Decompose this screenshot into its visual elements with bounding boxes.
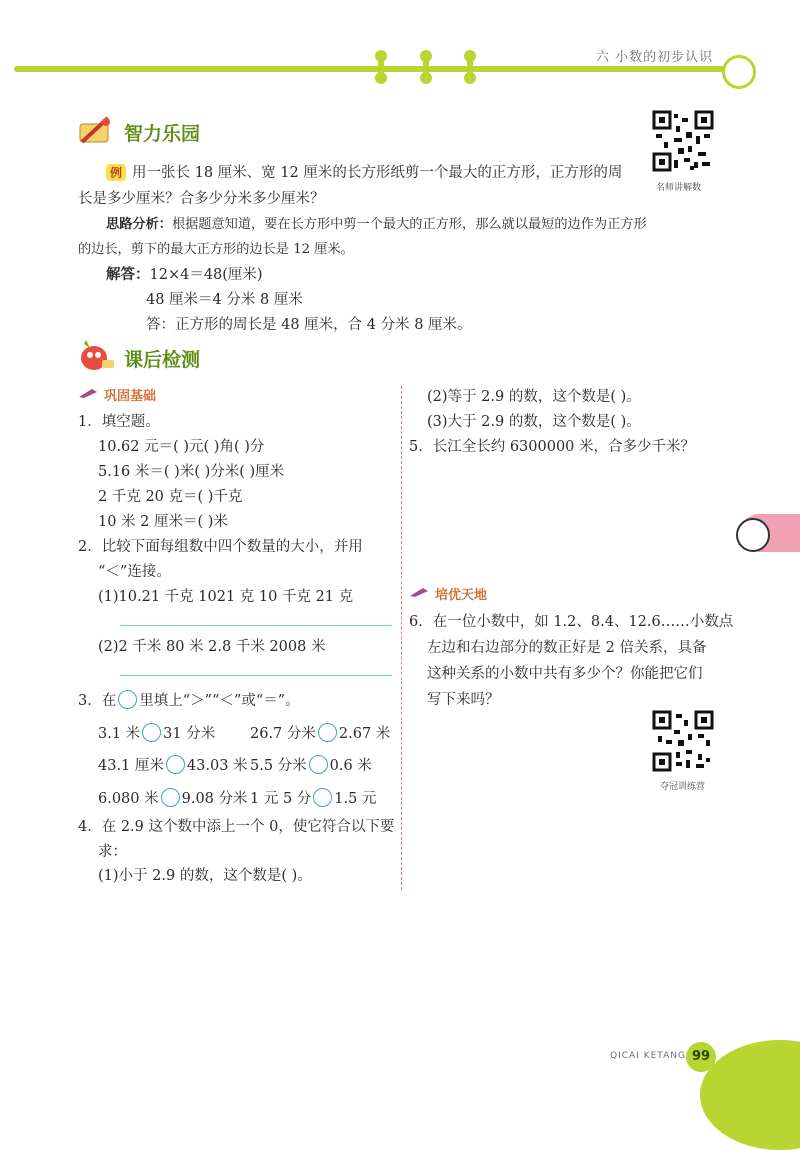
question-3-title: 3．在 里填上“＞”“＜”或“＝”。 xyxy=(78,689,300,710)
section-title-zhili: 智力乐园 xyxy=(124,123,201,145)
binder-pin xyxy=(423,50,429,84)
qr-caption: 夺冠训练营 xyxy=(660,782,706,792)
example-line: 例 用一张长 18 厘米、宽 12 厘米的长方形纸剪一个最大的正方形，正方形的周 xyxy=(106,161,622,182)
question-4-item: (1)小于 2.9 的数，这个数是( )。 xyxy=(98,868,312,884)
question-4-line: 4．在 2.9 这个数中添上一个 0，使它符合以下要 xyxy=(78,819,395,835)
example-line: 长是多少厘米？合多少分米多少厘米？ xyxy=(78,191,325,207)
pencil-book-icon xyxy=(76,114,114,146)
mascot-icon xyxy=(722,55,756,89)
question-5: 5．长江全长约 6300000 米，合多少千米？ xyxy=(409,439,696,455)
mascot-icon xyxy=(76,338,116,372)
question-6-line: 写下来吗？ xyxy=(427,692,500,708)
question-1-item: 10.62 元＝( )元( )角( )分 xyxy=(98,439,265,455)
question-1-title: 1．填空题。 xyxy=(78,414,160,430)
compare-circle[interactable] xyxy=(318,723,337,742)
question-3-row: 26.7 分米 2.67 米 xyxy=(250,722,390,743)
qr-code-icon[interactable] xyxy=(652,710,714,772)
question-1-item: 5.16 米＝( )米( )分米( )厘米 xyxy=(98,464,285,480)
question-2-line: 2．比较下面每组数中四个数量的大小，并用 xyxy=(78,539,363,555)
question-1-item: 10 米 2 厘米＝( )米 xyxy=(98,514,228,530)
compare-circle[interactable] xyxy=(309,755,328,774)
binder-pin xyxy=(467,50,473,84)
subsection-title-basic: 巩固基础 xyxy=(104,389,157,404)
column-divider xyxy=(401,386,402,890)
question-3-row: 1 元 5 分 1.5 元 xyxy=(250,787,376,808)
page-number: 99 xyxy=(686,1042,716,1072)
answer-line-blank[interactable] xyxy=(120,675,392,676)
question-2-item: (2)2 千米 80 米 2.8 千米 2008 米 xyxy=(98,639,326,655)
section-title-kehou: 课后检测 xyxy=(124,349,201,371)
analysis-line: 思路分析：根据题意知道，要在长方形中剪一个最大的正方形，那么就以最短的边作为正方形 xyxy=(106,217,647,232)
question-1-item: 2 千克 20 克＝( )千克 xyxy=(98,489,243,505)
footer-brand: QICAI KETANG xyxy=(610,1051,686,1061)
answer-line: 解答：12×4＝48(厘米) xyxy=(106,267,263,283)
answer-line: 48 厘米＝4 分米 8 厘米 xyxy=(146,292,303,308)
question-4-item: (3)大于 2.9 的数，这个数是( )。 xyxy=(427,414,641,430)
compare-circle[interactable] xyxy=(313,788,332,807)
brush-icon xyxy=(78,387,98,399)
example-tag: 例 xyxy=(106,164,126,181)
question-3-row: 5.5 分米 0.6 米 xyxy=(250,754,372,775)
question-3-row: 6.080 米 9.08 分米 xyxy=(98,787,248,808)
subsection-title-advanced: 培优天地 xyxy=(435,588,488,603)
qr-code-icon[interactable] xyxy=(652,110,714,172)
answer-line-blank[interactable] xyxy=(120,625,392,626)
compare-circle[interactable] xyxy=(142,723,161,742)
chapter-title: 六 小数的初步认识 xyxy=(596,50,714,65)
question-2-item: (1)10.21 千克 1021 克 10 千克 21 克 xyxy=(98,589,354,605)
brush-icon xyxy=(409,586,429,598)
question-4-item: (2)等于 2.9 的数，这个数是( )。 xyxy=(427,389,641,405)
question-4-line: 求： xyxy=(98,844,127,860)
qr-caption: 名师讲解数 xyxy=(656,183,702,193)
answer-line: 答：正方形的周长是 48 厘米，合 4 分米 8 厘米。 xyxy=(146,317,472,333)
compare-circle xyxy=(118,690,137,709)
compare-circle[interactable] xyxy=(166,755,185,774)
header-bar xyxy=(14,66,730,72)
panda-icon xyxy=(736,518,770,552)
question-3-row: 43.1 厘米 43.03 米 xyxy=(98,754,248,775)
binder-pin xyxy=(378,50,384,84)
question-6-line: 左边和右边部分的数正好是 2 倍关系，具备 xyxy=(427,640,707,656)
analysis-line: 的边长，剪下的最大正方形的边长是 12 厘米。 xyxy=(78,242,354,257)
question-3-row: 3.1 米 31 分米 xyxy=(98,722,215,743)
question-6-line: 这种关系的小数中共有多少个？你能把它们 xyxy=(427,666,703,682)
question-6-line: 6．在一位小数中，如 1.2、8.4、12.6……小数点 xyxy=(409,614,734,630)
question-2-line: “＜”连接。 xyxy=(98,564,171,580)
compare-circle[interactable] xyxy=(161,788,180,807)
